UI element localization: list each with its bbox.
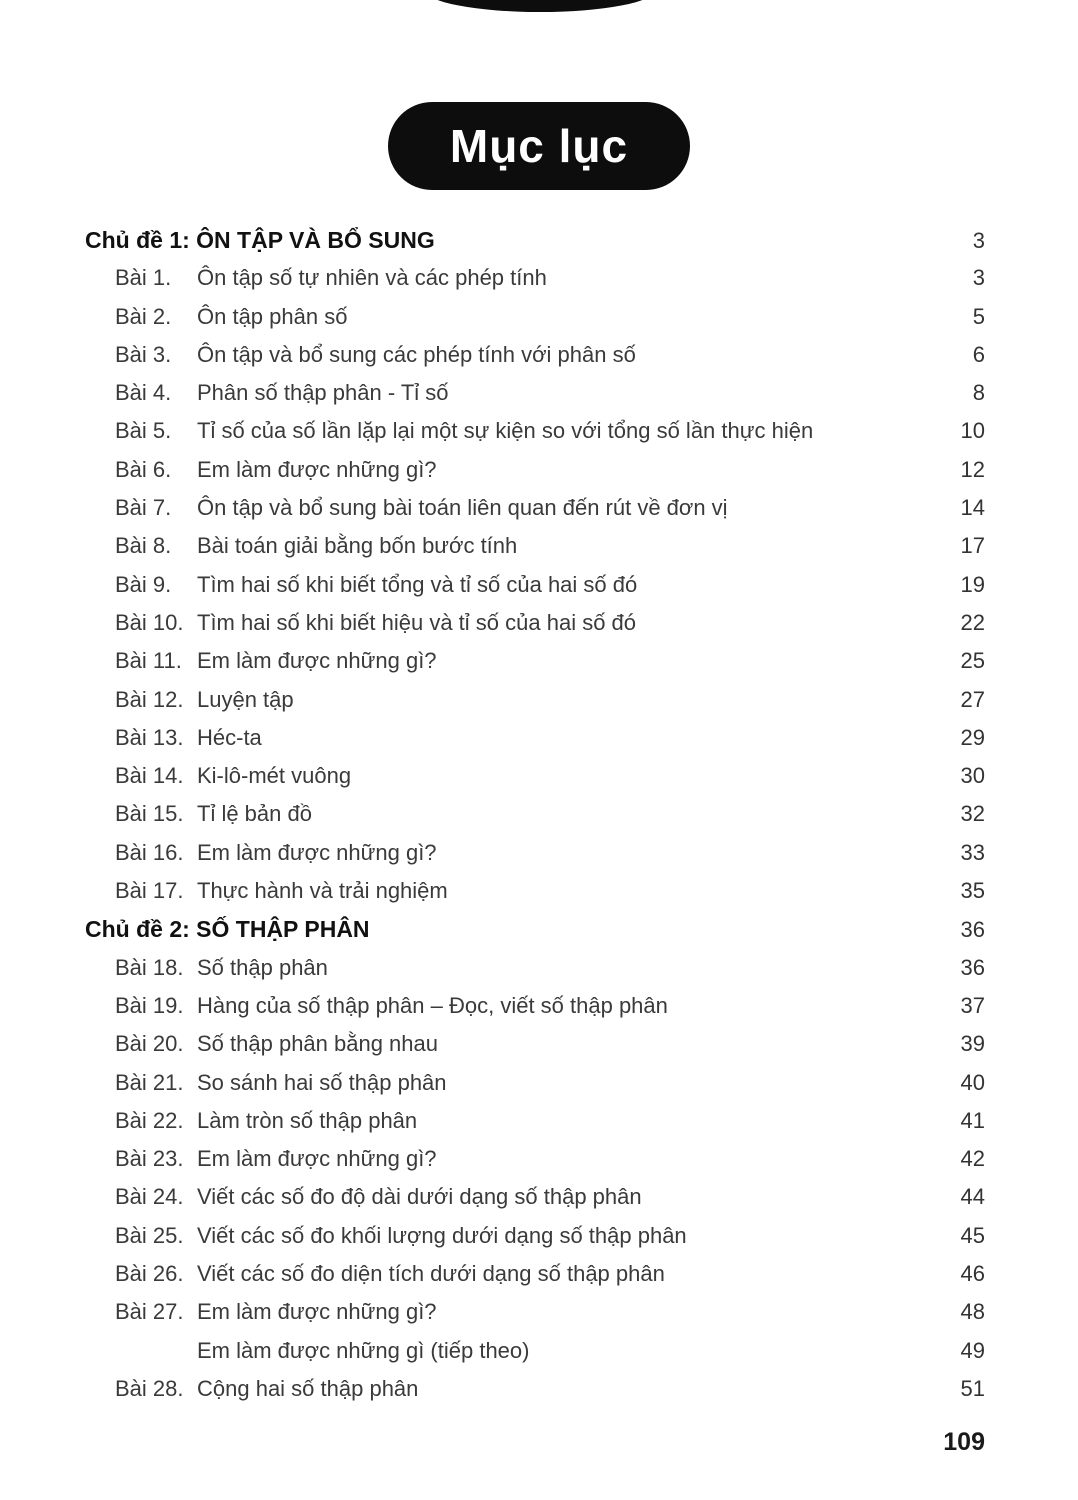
toc-entry [0, 1293, 1078, 1331]
toc-entry-text [115, 1217, 687, 1255]
toc-entry-label: Bài 12. [115, 686, 184, 712]
toc-entry [0, 834, 1078, 872]
toc-entry-page-number: 48 [960, 1299, 985, 1325]
toc-entry-page-number: 30 [960, 763, 985, 789]
toc-entry-page-number: 49 [960, 1337, 985, 1363]
toc-entry-label: Bài 9. [115, 571, 172, 597]
toc-entry-title: Ôn tập và bổ sung bài toán liên quan đến rút về đơn vị [197, 495, 728, 521]
toc-entry-label: Bài 16. [115, 839, 184, 865]
toc-entry-title: Ôn tập phân số [197, 303, 348, 329]
toc-entry [0, 1332, 1078, 1370]
toc-entry-page-number: 37 [960, 992, 985, 1018]
toc-entry-page-number: 10 [960, 418, 985, 444]
toc-entry [0, 949, 1078, 987]
toc-entry-page-number: 41 [960, 1107, 985, 1133]
toc-entry-text [115, 1025, 438, 1063]
toc-entry-page-number: 44 [960, 1184, 985, 1210]
toc-entry [0, 1064, 1078, 1102]
toc-entry-title: Em làm được những gì? [197, 1299, 437, 1325]
toc-entry-title: Tỉ số của số lần lặp lại một sự kiện so với tổng số lần thực hiện [197, 418, 814, 444]
toc-entry-title: Số thập phân bằng nhau [197, 1031, 439, 1057]
toc-entry [0, 566, 1078, 604]
toc-entry-label: Bài 8. [115, 533, 172, 559]
toc-entry-text [115, 451, 437, 489]
toc-entry-label: Bài 15. [115, 801, 184, 827]
toc-entry-text [115, 412, 813, 450]
toc-entry-page-number: 46 [960, 1261, 985, 1287]
toc-entry [0, 604, 1078, 642]
toc-entry-title: Em làm được những gì? [197, 456, 437, 482]
toc-entry-title: Bài toán giải bằng bốn bước tính [197, 533, 518, 559]
toc-entry-label: Bài 3. [115, 341, 172, 367]
toc-entry-label: Bài 20. [115, 1031, 184, 1057]
toc-entry [0, 795, 1078, 833]
toc-entry-title: Ôn tập và bổ sung các phép tính với phân số [197, 341, 636, 367]
toc-entry-title: Ki-lô-mét vuông [197, 763, 352, 789]
toc-entry-label: Bài 17. [115, 878, 184, 904]
toc-entry-text [115, 1255, 665, 1293]
toc-entry-page-number: 3 [972, 265, 985, 291]
toc-entry-title: Viết các số đo độ dài dưới dạng số thập phân [197, 1184, 642, 1210]
toc-entry-label: Bài 11. [115, 648, 182, 674]
toc-entry-page-number: 45 [960, 1222, 985, 1248]
toc-entry [0, 1370, 1078, 1408]
toc-section-page-number: 36 [960, 917, 985, 943]
toc-section-page-number: 3 [972, 228, 985, 253]
footer-page-number: 109 [943, 1428, 985, 1456]
toc-entry-text [115, 642, 437, 680]
toc-entry-text [115, 1293, 437, 1331]
toc-entry-text [115, 949, 328, 987]
toc-entry-text [115, 1102, 417, 1140]
toc-entry-text [115, 1140, 437, 1178]
toc-section-title: Chủ đề 2: SỐ THẬP PHÂN [85, 916, 370, 943]
toc-entry-page-number: 51 [960, 1375, 985, 1401]
toc-section-title: Chủ đề 1: ÔN TẬP VÀ BỔ SUNG [85, 227, 435, 253]
toc-entry [0, 757, 1078, 795]
toc-entry [0, 336, 1078, 374]
toc-entry [0, 259, 1078, 297]
toc-entry-label: Bài 5. [115, 418, 172, 444]
toc-entry-text [115, 298, 347, 336]
toc-entry-title: Viết các số đo diện tích dưới dạng số thập phân [197, 1261, 665, 1287]
toc-entry [0, 719, 1078, 757]
toc-entry-label: Bài 21. [115, 1069, 184, 1095]
toc-entry-page-number: 14 [960, 495, 985, 521]
toc-section-heading [0, 910, 1078, 948]
toc-entry-label: Bài 6. [115, 456, 172, 482]
toc-entry-text [115, 1332, 529, 1370]
toc-section-heading [0, 221, 1078, 259]
toc-entry [0, 451, 1078, 489]
toc-entry-title: Thực hành và trải nghiệm [197, 878, 448, 904]
toc-entry-page-number: 22 [960, 609, 985, 635]
toc-entry-text [115, 527, 517, 565]
toc-entry-title: Hàng của số thập phân – Đọc, viết số thập phân [197, 992, 668, 1018]
toc-entry [0, 1255, 1078, 1293]
toc-entry-title: Em làm được những gì? [197, 648, 437, 674]
toc-entry-text [115, 987, 668, 1025]
toc-entry-label: Bài 13. [115, 724, 184, 750]
toc-entry-page-number: 40 [960, 1069, 985, 1095]
toc-entry-label: Bài 19. [115, 992, 184, 1018]
toc-entry [0, 527, 1078, 565]
toc-entry-text [115, 795, 312, 833]
toc-entry [0, 681, 1078, 719]
toc-entry-text [115, 872, 448, 910]
toc-entry-text [115, 681, 294, 719]
toc-entry-page-number: 27 [960, 686, 985, 712]
toc-entry-title: Số thập phân [197, 954, 328, 980]
toc-entry-text [115, 757, 351, 795]
toc-entry-text [115, 834, 437, 872]
toc-entry-page-number: 17 [960, 533, 985, 559]
toc-entry-page-number: 6 [972, 341, 985, 367]
toc-entry [0, 642, 1078, 680]
toc-entry-text [115, 1370, 418, 1408]
toc-entry-title: Ôn tập số tự nhiên và các phép tính [197, 265, 547, 291]
toc-entry-page-number: 33 [960, 839, 985, 865]
toc-entry-title: Làm tròn số thập phân [197, 1107, 418, 1133]
toc-entry-title: So sánh hai số thập phân [197, 1069, 447, 1095]
toc-entry-label: Bài 10. [115, 609, 184, 635]
toc-entry-label: Bài 14. [115, 763, 184, 789]
toc-entry-page-number: 29 [960, 724, 985, 750]
toc-entry-title: Em làm được những gì (tiếp theo) [197, 1337, 530, 1363]
toc-entry [0, 489, 1078, 527]
toc-entry [0, 412, 1078, 450]
toc-entry-page-number: 35 [960, 878, 985, 904]
toc-entry-title: Viết các số đo khối lượng dưới dạng số thập phân [197, 1222, 687, 1248]
toc-entry-page-number: 19 [960, 571, 985, 597]
toc-entry-text [115, 566, 637, 604]
toc-entry [0, 298, 1078, 336]
toc-list [0, 221, 1078, 1408]
toc-entry-text [115, 374, 449, 412]
toc-entry-text [115, 1064, 447, 1102]
toc-entry-page-number: 5 [972, 303, 985, 329]
toc-entry-label: Bài 22. [115, 1107, 184, 1133]
toc-entry-text [115, 719, 262, 757]
toc-entry-page-number: 39 [960, 1031, 985, 1057]
page-title [388, 102, 690, 190]
toc-entry [0, 374, 1078, 412]
toc-entry-text [115, 259, 547, 297]
toc-entry-page-number: 32 [960, 801, 985, 827]
toc-entry-title: Em làm được những gì? [197, 1146, 437, 1172]
toc-entry-text [115, 1178, 642, 1216]
page-title-text: Mục lục [449, 120, 629, 172]
page-top-ornament [425, 0, 655, 12]
toc-entry-label: Bài 27. [115, 1299, 184, 1325]
toc-entry-page-number: 8 [972, 380, 985, 406]
toc-entry-label: Bài 26. [115, 1261, 184, 1287]
toc-entry-text [115, 489, 728, 527]
toc-entry [0, 1178, 1078, 1216]
toc-entry-label: Bài 1. [115, 265, 172, 291]
toc-entry-title: Tìm hai số khi biết tổng và tỉ số của hai số đó [197, 571, 638, 597]
toc-entry-title: Héc-ta [197, 724, 262, 750]
toc-entry-page-number: 42 [960, 1146, 985, 1172]
toc-entry-label: Bài 23. [115, 1146, 184, 1172]
toc-entry-text [115, 604, 636, 642]
toc-entry-title: Cộng hai số thập phân [197, 1375, 419, 1401]
toc-entry-label: Bài 24. [115, 1184, 184, 1210]
toc-entry-title: Phân số thập phân - Tỉ số [197, 380, 449, 406]
toc-entry-label: Bài 2. [115, 303, 172, 329]
toc-entry-title: Luyện tập [197, 686, 294, 712]
toc-entry-text [115, 336, 636, 374]
toc-entry-label: Bài 28. [115, 1375, 184, 1401]
toc-entry-title: Em làm được những gì? [197, 839, 437, 865]
toc-entry [0, 1217, 1078, 1255]
toc-entry-page-number: 25 [960, 648, 985, 674]
toc-entry [0, 872, 1078, 910]
toc-entry-label: Bài 7. [115, 495, 172, 521]
toc-entry-page-number: 36 [960, 954, 985, 980]
toc-entry-page-number: 12 [960, 456, 985, 482]
toc-entry [0, 987, 1078, 1025]
toc-entry-title: Tìm hai số khi biết hiệu và tỉ số của hai số đó [197, 609, 637, 635]
toc-entry-title: Tỉ lệ bản đồ [197, 801, 312, 827]
toc-entry [0, 1140, 1078, 1178]
toc-entry [0, 1102, 1078, 1140]
toc-entry [0, 1025, 1078, 1063]
toc-entry-label: Bài 4. [115, 380, 172, 406]
toc-entry-label: Bài 18. [115, 954, 184, 980]
toc-entry-label: Bài 25. [115, 1222, 184, 1248]
